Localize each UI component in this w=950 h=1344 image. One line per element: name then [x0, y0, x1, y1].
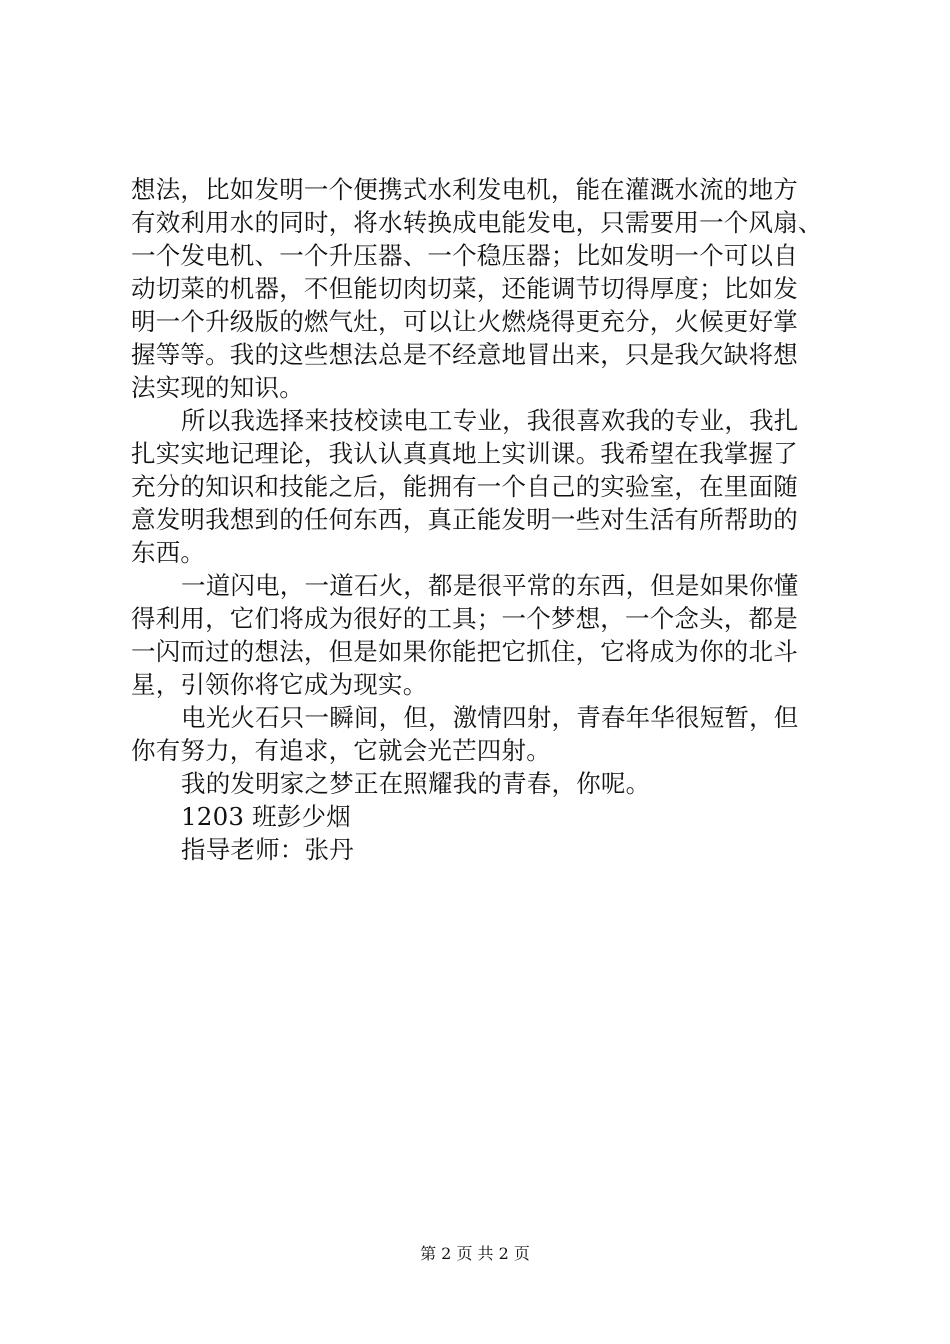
text-line: 星，引领你将它成为现实。	[131, 670, 428, 699]
text-line: 扎实实地记理论，我认认真真地上实训课。我希望在我掌握了	[131, 439, 798, 468]
closing-line: 我的发明家之梦正在照耀我的青春，你呢。	[181, 769, 651, 798]
text-line: 充分的知识和技能之后，能拥有一个自己的实验室，在里面随	[131, 472, 798, 501]
paragraph-first-line: 所以我选择来技校读电工专业，我很喜欢我的专业，我扎	[181, 406, 799, 435]
text-line: 得利用，它们将成为很好的工具；一个梦想，一个念头，都是	[131, 604, 798, 633]
text-line: 意发明我想到的任何东西，真正能发明一些对生活有所帮助的	[131, 505, 798, 534]
paragraph-first-line: 一道闪电，一道石火，都是很平常的东西，但是如果你懂	[181, 571, 799, 600]
text-line: 想法，比如发明一个便携式水利发电机，能在灌溉水流的地方	[131, 175, 798, 204]
text-line: 握等等。我的这些想法总是不经意地冒出来，只是我欠缺将想	[131, 340, 798, 369]
author-line: 1203 班彭少烟	[181, 802, 351, 831]
advisor-line: 指导老师：张丹	[181, 835, 354, 864]
text-line: 一个发电机、一个升压器、一个稳压器；比如发明一个可以自	[131, 241, 798, 270]
text-line: 一闪而过的想法，但是如果你能把它抓住，它将成为你的北斗	[131, 637, 798, 666]
page-number-footer: 第 2 页 共 2 页	[420, 1244, 530, 1263]
text-line: 东西。	[131, 538, 206, 567]
text-line: 你有努力，有追求，它就会光芒四射。	[131, 736, 551, 765]
text-line: 有效利用水的同时，将水转换成电能发电，只需要用一个风扇、	[131, 208, 823, 237]
text-line: 明一个升级版的燃气灶，可以让火燃烧得更充分，火候更好掌	[131, 307, 798, 336]
text-line: 动切菜的机器，不但能切肉切菜，还能调节切得厚度；比如发	[131, 274, 798, 303]
text-line: 法实现的知识。	[131, 373, 304, 402]
paragraph-first-line: 电光火石只一瞬间，但，激情四射，青春年华很短暂，但	[181, 703, 799, 732]
